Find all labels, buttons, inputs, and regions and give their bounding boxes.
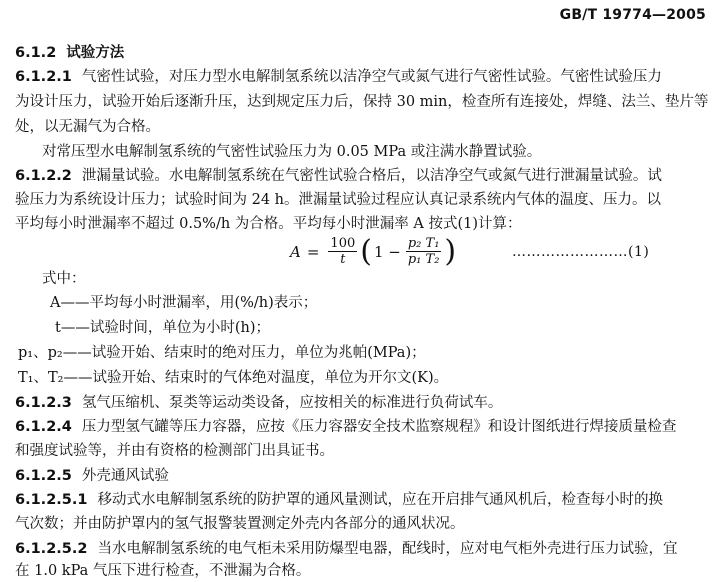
- fraction-numerator: 100: [330, 236, 356, 251]
- where-title: 式中：: [42, 271, 86, 287]
- fraction-denominator: t: [340, 252, 346, 267]
- fraction-denominator: p₁ T₂: [407, 252, 440, 267]
- clause-6-1-2-1-line3: 处，以无漏气为合格。: [15, 119, 160, 135]
- formula-fraction-100-t: [328, 236, 357, 267]
- where-item-T: T₁、T₂——试验开始、结束时的气体绝对温度，单位为开尔文(K)。: [18, 370, 449, 386]
- clause-title: 外壳通风试验: [81, 468, 169, 484]
- standard-number: GB/T 19774—2005: [559, 7, 706, 23]
- where-item-p: p₁、p₂——试验开始、结束时的绝对压力，单位为兆帕(MPa)；: [18, 345, 426, 361]
- left-paren: (: [360, 233, 372, 269]
- clause-6-1-2-1-line2: 为设计压力，试验开始后逐渐升压，达到规定压力后，保持 30 min，检查所有连接处，焊缝、法兰、垫片等: [15, 94, 709, 110]
- clause-6-1-2-4-line2: 和强度试验等，并由有资格的检测部门出具证书。: [15, 443, 334, 459]
- section-number: 6.1.2: [15, 45, 57, 61]
- clause-text: 压力型氢气罐等压力容器，应按《压力容器安全技术监察规程》和设计图纸进行焊接质量检查: [81, 419, 677, 435]
- formula-fraction-pt: [406, 236, 442, 267]
- clause-6-1-2-5-heading: [15, 467, 706, 485]
- clause-6-1-2-5-2-line2: 在 1.0 kPa 气压下进行检查，不泄漏为合格。: [15, 563, 311, 579]
- equation-number: ……………………(1): [512, 244, 650, 260]
- clause-6-1-2-1-line4: 对常压型水电解制氢系统的气密性试验压力为 0.05 MPa 或注满水静置试验。: [42, 144, 542, 160]
- clause-text: 氢气压缩机、泵类等运动类设备，应按相关的标准进行负荷试车。: [81, 395, 503, 411]
- clause-number: 6.1.2.1: [15, 69, 72, 85]
- clause-6-1-2-2-line2: 验压力为系统设计压力；试验时间为 24 h。泄漏量试验过程应认真记录系统内气体的温度、压力。以: [15, 192, 662, 208]
- right-paren: ): [444, 233, 457, 269]
- formula-one-minus: 1 −: [373, 242, 401, 261]
- clause-number: 6.1.2.2: [15, 168, 72, 184]
- clause-text: 当水电解制氢系统的电气柜未采用防爆型电器，配线时，应对电气柜外壳进行压力试验，宜: [97, 541, 678, 557]
- where-item-a: A——平均每小时泄漏率，用(%/h)表示；: [50, 295, 318, 311]
- clause-text: 泄漏量试验。水电解制氢系统在气密性试验合格后，以洁净空气或氮气进行泄漏量试验。试: [81, 168, 662, 184]
- leak-rate-formula: [290, 233, 457, 269]
- clause-number: 6.1.2.5.1: [15, 492, 88, 508]
- clause-number: 6.1.2.4: [15, 419, 72, 435]
- clause-6-1-2-5-1-line2: 气次数；并由防护罩内的氢气报警装置测定外壳内各部分的通风状况。: [15, 516, 465, 532]
- where-item-t: t——试验时间，单位为小时(h)；: [55, 320, 270, 336]
- section-title: 试验方法: [66, 45, 125, 61]
- clause-text: 移动式水电解制氢系统的防护罩的通风量测试，应在开启排气通风机后，检查每小时的换: [97, 492, 663, 508]
- section-6-1-2-heading: [15, 44, 706, 62]
- clause-number: 6.1.2.5: [15, 468, 72, 484]
- clause-6-1-2-3: [15, 394, 706, 412]
- clause-number: 6.1.2.5.2: [15, 541, 88, 557]
- clause-6-1-2-2-line1: [15, 167, 706, 185]
- clause-6-1-2-5-1-line1: [15, 491, 706, 509]
- clause-text: 气密性试验，对压力型水电解制氢系统以洁净空气或氮气进行气密性试验。气密性试验压力: [81, 69, 662, 85]
- clause-number: 6.1.2.3: [15, 395, 72, 411]
- formula-equals: =: [306, 242, 320, 261]
- clause-6-1-2-5-2-line1: [15, 540, 706, 558]
- clause-6-1-2-1-line1: [15, 68, 706, 86]
- clause-6-1-2-4-line1: [15, 418, 706, 436]
- clause-6-1-2-2-line3: 平均每小时泄漏率不超过 0.5%/h 为合格。平均每小时泄漏率 A 按式(1)计算：: [15, 216, 522, 232]
- fraction-numerator: p₂ T₁: [407, 236, 440, 251]
- formula-lhs: A: [290, 242, 301, 261]
